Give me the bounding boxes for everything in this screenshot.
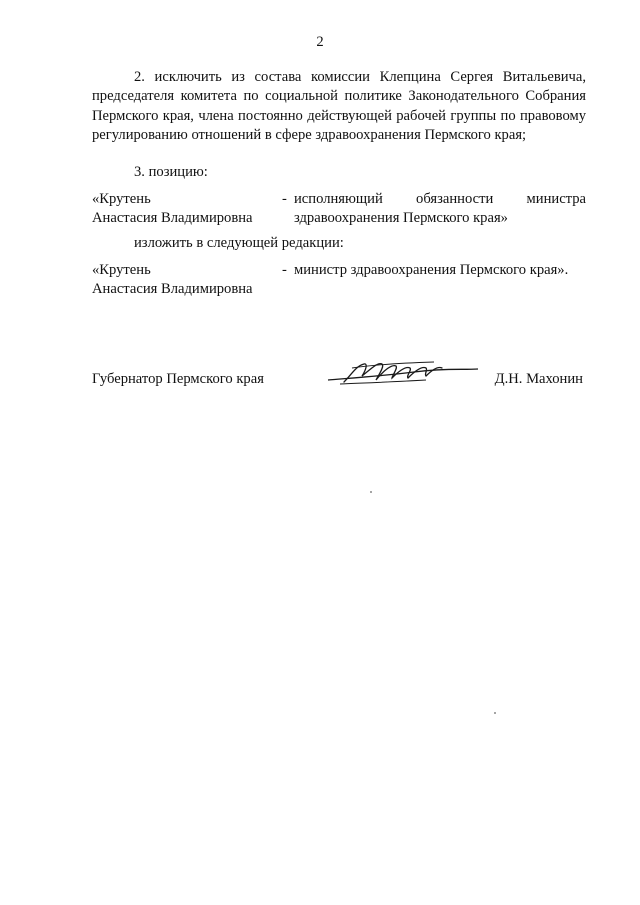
paragraph-item-2: 2. исключить из состава комиссии Клепцина Сергея Витальевича, председателя комитета по социальной политике Законодательного Собрания Пермского края, члена постоянно действующей рабочей группы по правовому регулированию отношений в сфере здравоохранения Пермского края;	[92, 69, 586, 143]
entry-dash: -	[282, 191, 287, 207]
signatory-name: Д.Н. Махонин	[494, 371, 583, 387]
entry-name-line2: Анастасия Владимировна	[92, 281, 253, 298]
scan-speck	[494, 712, 496, 714]
entry-position	[294, 261, 586, 280]
entry-position	[294, 190, 586, 229]
page-number: 2	[316, 34, 324, 50]
entry-name-line1: «Крутень	[92, 191, 151, 207]
entry-position-line1: министр здравоохранения Пермского края».	[294, 262, 569, 278]
signatory-title: Губернатор Пермского края	[92, 371, 264, 387]
position-entry-old	[92, 190, 586, 230]
position-entry-new	[92, 261, 586, 301]
entry-position-line2: здравоохранения Пермского края»	[294, 210, 508, 227]
entry-name-line1: «Крутень	[92, 262, 151, 278]
entry-person-name	[92, 190, 282, 229]
entry-position-line1: исполняющий обязанности министра	[294, 191, 586, 207]
paragraph-item-3: 3. позицию:	[134, 164, 208, 180]
scan-speck	[370, 491, 372, 493]
entry-name-line2: Анастасия Владимировна	[92, 210, 253, 227]
redaction-text: изложить в следующей редакции:	[134, 235, 344, 251]
entry-person-name	[92, 261, 282, 300]
signature-block	[92, 370, 586, 400]
entry-dash: -	[282, 262, 287, 278]
handwritten-signature	[322, 356, 482, 390]
